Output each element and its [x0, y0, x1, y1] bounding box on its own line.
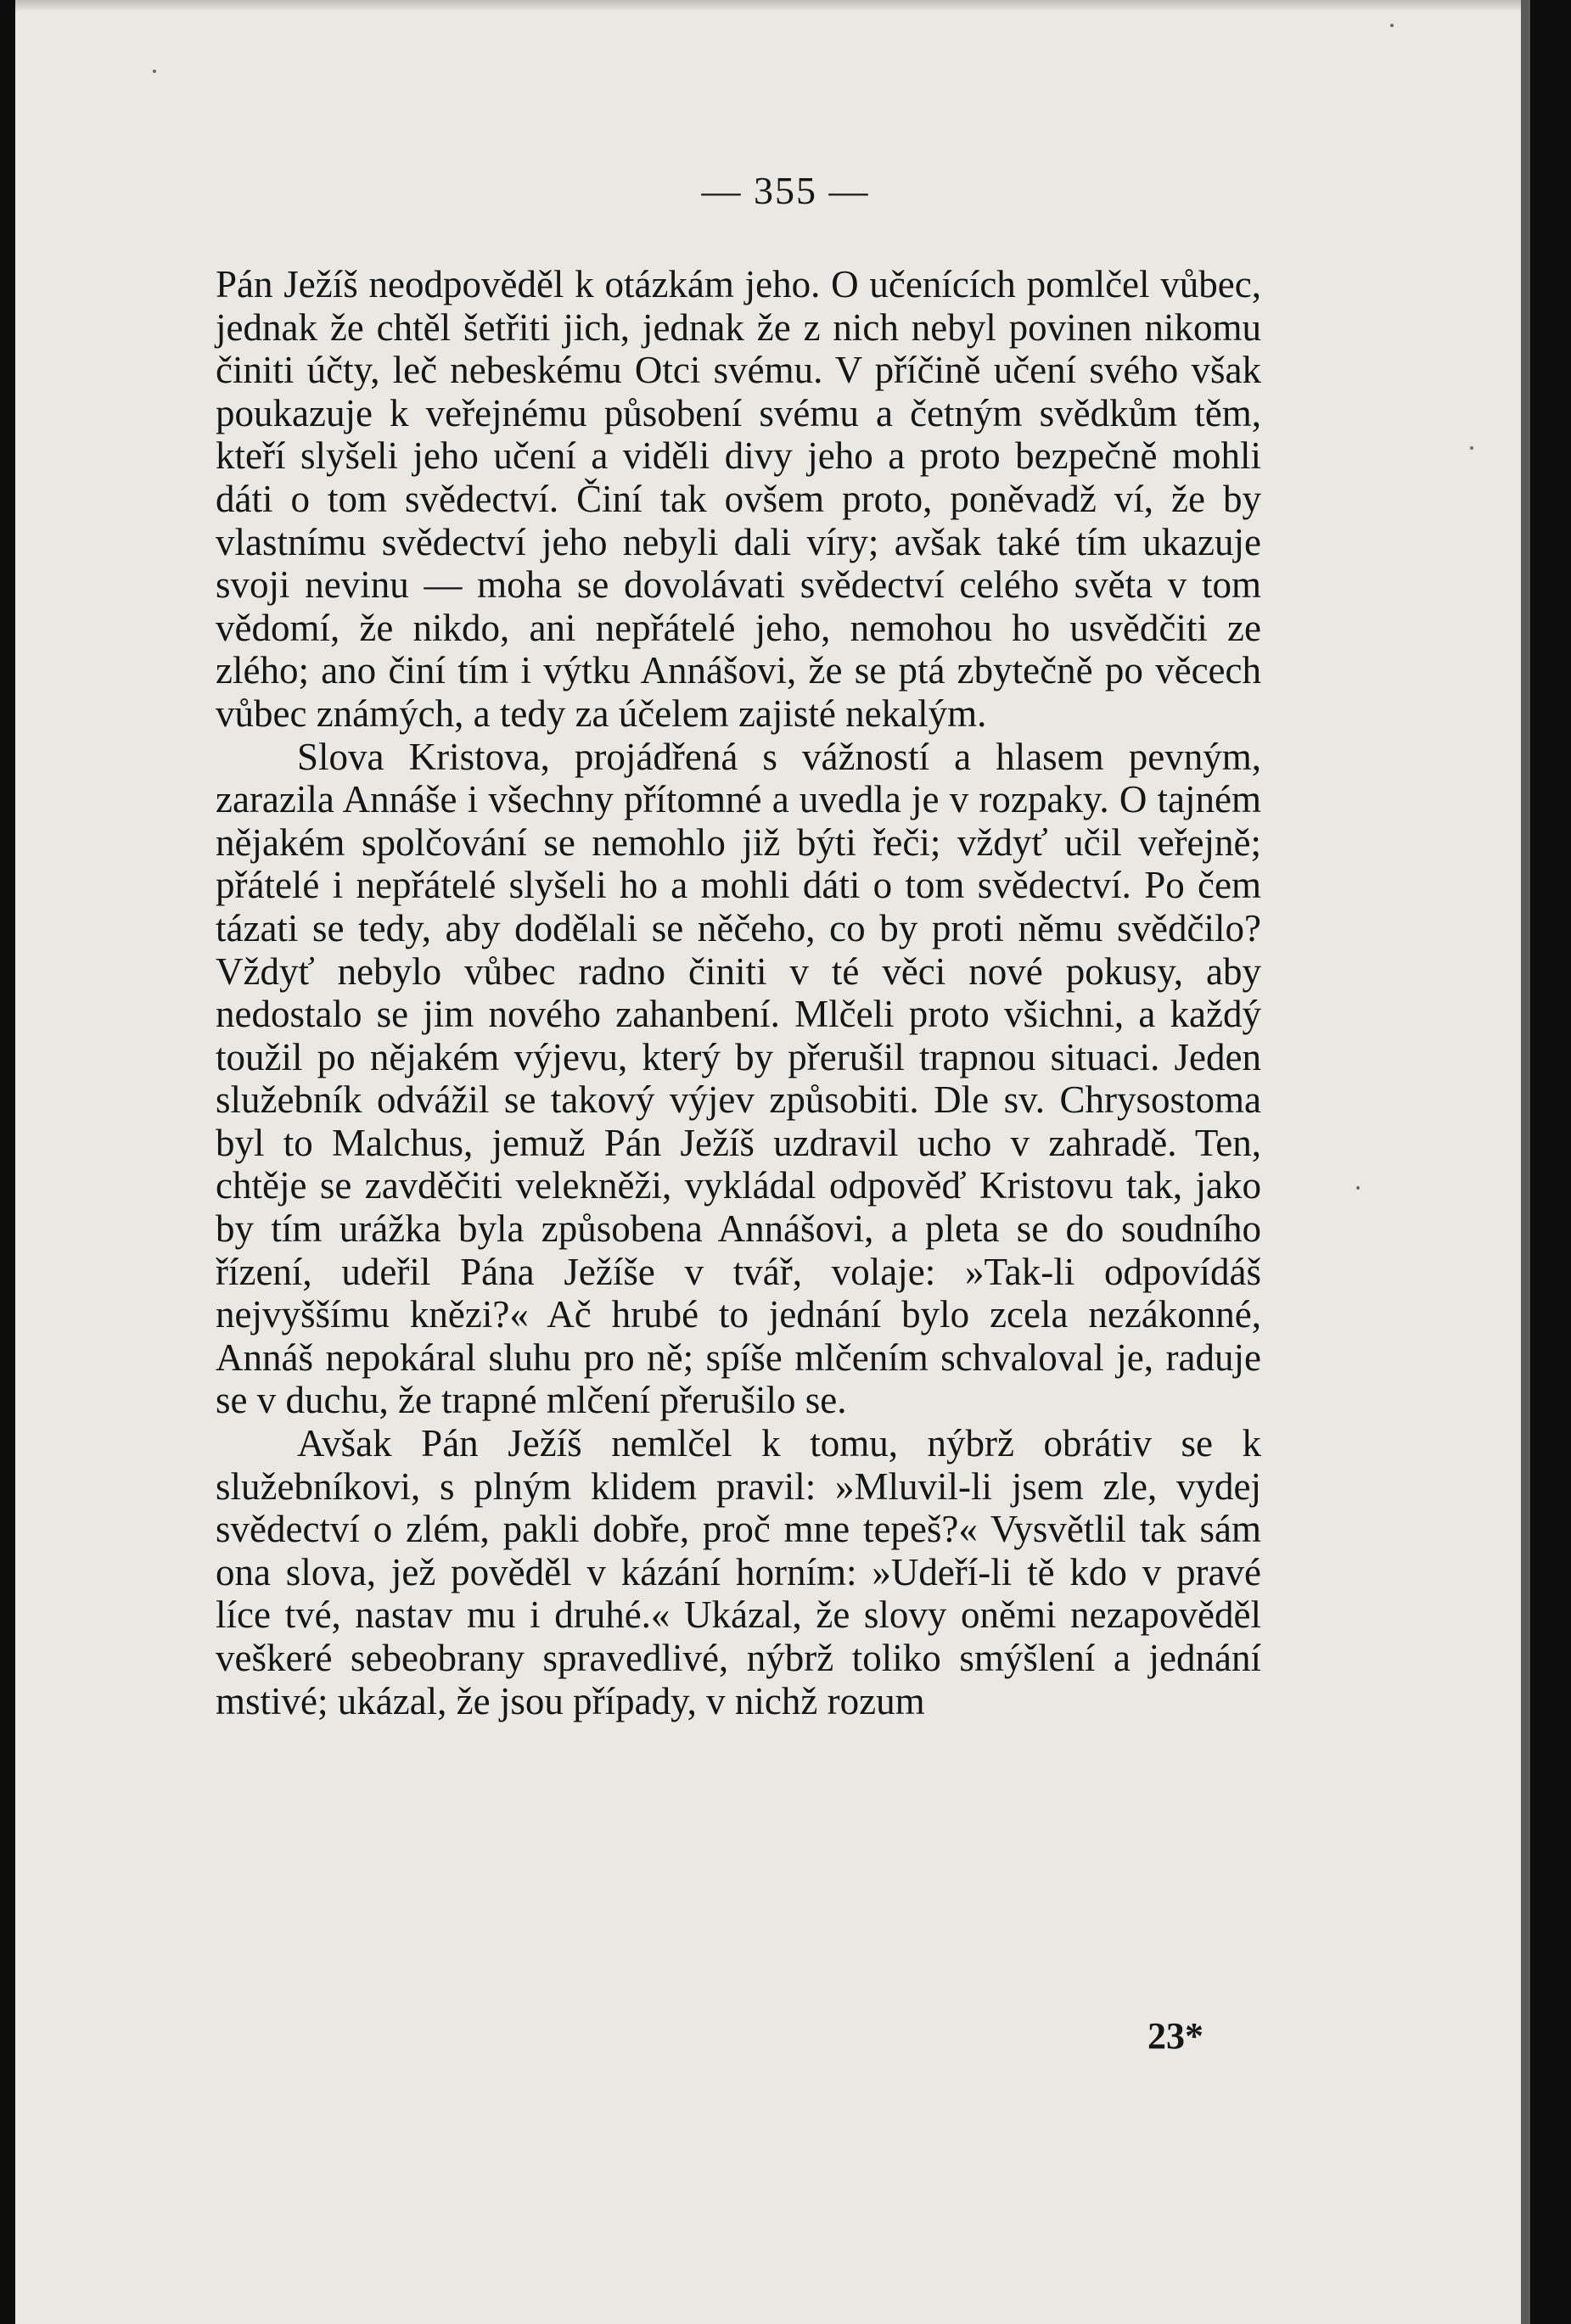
top-shadow [15, 0, 1522, 12]
right-binding-edge [1530, 0, 1571, 2324]
dust-speck [153, 70, 156, 73]
dust-speck [1356, 1186, 1360, 1190]
printer-signature: 23* [1147, 2015, 1203, 2057]
paragraph: Avšak Pán Ježíš nemlčel k tomu, nýbrž obrátiv se k služebníkovi, s plným klidem pravil: »Mluvil-li jsem zle, vydej svědectví o zlém, pakli dobře, proč mne tepeš?« Vysvětlil tak sám ona slova, jež pověděl v kázání horním: »Udeří-li tě kdo v pravé líce tvé, nastav mu i druhé.« Ukázal, že slovy oněmi nezapověděl veškeré sebeobrany spravedlivé, nýbrž toliko smýšlení a jednání mstivé; ukázal, že jsou případy, v nichž rozum [216, 1422, 1261, 1722]
paragraph: Slova Kristova, projádřená s vážností a hlasem pevným, zarazila Annáše i všechny přítomné a uvedla je v rozpaky. O tajném nějakém spolčování se nemohlo již býti řeči; vždyť učil veřejně; přátelé i nepřátelé slyšeli ho a mohli dáti o tom svědectví. Po čem tázati se tedy, aby dodělali se něčeho, co by proti němu svědčilo? Vždyť nebylo vůbec radno činiti v té věci nové pokusy, aby nedostalo se jim nového zahanbení. Mlčeli proto všichni, a každý toužil po nějakém výjevu, který by přerušil trapnou situaci. Jeden služebník odvážil se takový výjev způsobiti. Dle sv. Chrysostoma byl to Malchus, jemuž Pán Ježíš uzdravil ucho v zahradě. Ten, chtěje se zavděčiti velekněži, vykládal odpověď Kristovu tak, jako by tím urážka byla způsobena Annášovi, a pleta se do soudního řízení, udeřil Pána Ježíše v tvář, volaje: »Tak-li odpovídáš nejvyššímu knězi?« Ač hrubé to jednání bylo zcela nezákonné, Annáš nepokáral sluhu pro ně; spíše mlčením schvaloval je, raduje se v duchu, že trapné mlčení přerušilo se. [216, 735, 1261, 1422]
paragraph: Pán Ježíš neodpověděl k otázkám jeho. O učenících pomlčel vůbec, jednak že chtěl šetřiti jich, jednak že z nich nebyl povinen nikomu činiti účty, leč nebeskému Otci svému. V příčině učení svého však poukazuje k veřejnému působení svému a četným svědkům těm, kteří slyšeli jeho učení a viděli divy jeho a proto bezpečně mohli dáti o tom svědectví. Činí tak ovšem proto, poněvadž ví, že by vlastnímu svědectví jeho nebyli dali víry; avšak také tím ukazuje svoji nevinu — moha se dovolávati svědectví celého světa v tom vědomí, že nikdo, ani nepřátelé jeho, nemohou ho usvědčiti ze zlého; ano činí tím i výtku Annášovi, že se ptá zbytečně po věcech vůbec známých, a tedy za účelem zajisté nekalým. [216, 263, 1261, 735]
dust-speck [1390, 24, 1394, 27]
body-text [216, 263, 1261, 1722]
dust-speck [1470, 446, 1473, 450]
page-number: — 355 — [701, 169, 870, 212]
left-binding-edge [0, 0, 15, 2324]
